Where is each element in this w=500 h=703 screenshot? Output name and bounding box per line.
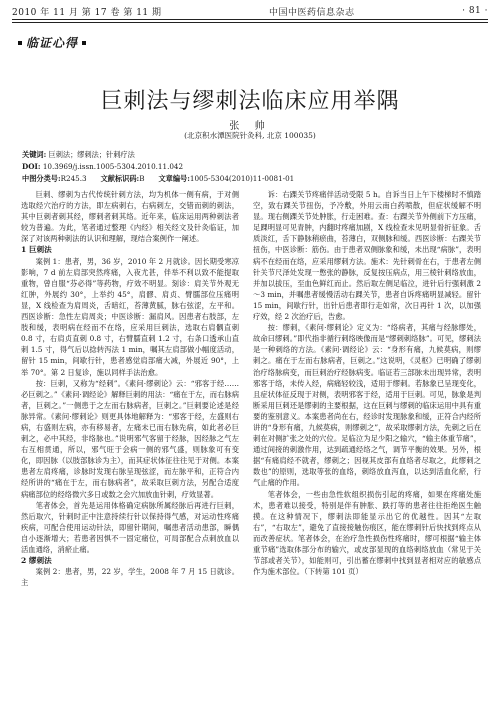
paragraph: 按：缪刺，《素问·缪刺论》定义为：“络病者，其痛与经脉缪处，故命曰缪刺。”即代指非循行刺络映像而是“缪刺刺络脉”。可见，缪刺法是一种刺络的方法。《素问·调经论》云：“身形有痛，九候莫病，则缪刺之。痛在于左而右脉病者，巨刺之。”这说明，《灵枢》已明确了缪刺治疗络脉病变，而巨刺治疗经脉病变。临证若三部脉未出现异常，表明邪客于络，未传入经，病痛轻较浅，适用于缪刺。若脉象已呈现变化，且症状体征反现于对侧，表明邪客于经，适用于巨刺。可见，脉象是判断采用巨刺还是缪刺的主要根据，这在巨刺与缪刺的临床运用中具有重要的鉴别意义。本案患者尚在右，经诊时发现脉象和缓，正符合内经所讲的“身形有痛，九候莫病，则缪刺之”，故采取缪刺方法，先刺之后在刺在对侧扩张之处的穴位。足临泣为足少阳之输穴，“输主体重节痛”，通过间接的刺激作用，达到疏通经络之气，调节平衡的效果。另外，根据“有痛肩经不就者，缪刺之；因视其皮部有血络者尽取之，此缪刺之数也”的原则，选取等张的血络，刺络放血泻血，以达到活血化瘀，行气止痛的作用。	[253, 323, 481, 488]
doi-label: DOI:	[22, 162, 41, 171]
classification-line	[22, 174, 486, 184]
header-rule-thick	[12, 19, 488, 20]
paragraph: 笔者体会，一些由急性软组织损伤引起的疼痛，如果在疼痛处施术，患者难以接受，特别是伴有肿胀、跌打等的患者往往拒绝医生触摸。在这种情况下，缪刺法即能显示出它的优越性。因其“左取右”，“右取左”，避免了直接接触伤痕区，能在缪刺针后快找到疼点从而改善症状。笔者体会，在治疗急性损伤性疼痛时，缪可根据“输主体重节痛”选取体部分布的输穴，或皮部显现的血络刺络放血（常见于关节部或者关节），如能则可，引出蓄在缪刺中找到显者相对应的敏感点作为施术部位。（下转第 101 页）	[253, 489, 481, 577]
section-tag-label: 临证心得	[26, 36, 79, 50]
left-column	[21, 189, 239, 588]
bullet-square-icon	[82, 41, 86, 45]
class-value: R245.3	[60, 174, 87, 183]
page-number: · 81 ·	[462, 6, 488, 16]
article-number: 1005-5304(2010)11-0081-01	[189, 174, 295, 183]
running-header	[12, 4, 488, 18]
keywords-line	[22, 150, 486, 160]
paragraph: 诉：右踝关节疼痛伴活动受限 5 h。自诉当日上午下楼梯时不慎踏空，致右踝关节扭伤，予冷敷，外用云南白药喷散，但症状缓解不明显。现右侧踝关节处肿胀，行走困难。查：右踝关节外侧前下方压痛，足踝明显可见青肿，内翻时疼痛加剧，X 线检查未见明显骨折征象。舌质淡红，舌下静脉稍瘀曲，苔薄白，双侧脉和缓。西医诊断：右踝关节扭伤，中医诊断：筋伤。由于患者双侧脉象和缓，未出现“病脉”，表明病不在经而在络，应采用缪刺方法。施术：先针刺骨在右，于患者左侧针关节尺泽处发现一憋张的静脉，反复按压病点，用三棱针刺络放血，并加以拔压，至血色鲜红而止。然后取左侧足临泣，进针后行强刺激 2～3 min，并嘱患者缓慢活动右踝关节，患者自诉疼痛明显减轻。留针 15 min，间歇行针，出针后患者即行走如常，次日再针 1 次，以加强疗效，经 2 次治疗后，告愈。	[253, 190, 481, 322]
author-name: 张 帅	[229, 121, 271, 132]
article-title: 巨刺法与缪刺法临床应用举隅	[100, 89, 400, 114]
keywords: 巨刺法；缪刺法；针刺疗法	[48, 150, 135, 159]
section-heading: 2 缪刺法	[21, 556, 52, 566]
doi: 10.3969/j.issn.1005-5304.2010.11.042	[42, 162, 184, 171]
paragraph: 按：巨刺，又称为“经刺”。《素问·缪刺论》云：“邪客于经……必巨刺之。”《素问·调经论》解释巨刺的用法：“痛在于左，而右脉病者，巨刺之。”一侧患于之左而右脉病者，巨刺之。”巨刺要论述是经脉异常。《素问·缪刺论》则更具体地解释为：“邪客于经，左盛则右病，右盛则左病，亦有移易者，左痛未已而右脉先病，如此者必巨刺之，必中其经，非络脉也。”说明邪气客留于经脉，因经脉之气左右互相贯通，所以，邪气旺于会病一侧的邪气盛，则脉象可有变化，即因脉（以肢部脉诊为主），而其症状体征往往见于对侧。本案患者左肩疼痛，诊脉时发现右脉呈现弦涩，而左脉平和，正符合内经所讲的“痛在于左，而右脉病者”，故采取巨刺方法，另配合适度病痛部位的经络微穴多日或数之会穴加放血针刺，疗效显著。	[21, 378, 239, 499]
paragraph: 案例 2：患者，男，22 岁，学生，2008 年 7 月 15 日就诊。主	[21, 567, 239, 588]
code-label: 文献标识码:	[100, 174, 140, 183]
class-label: 中图分类号:	[22, 174, 61, 183]
article-number-label: 文章编号:	[158, 174, 190, 183]
bullet-square-icon	[18, 41, 22, 45]
code-value: B	[139, 174, 145, 183]
paragraph: 巨刺、缪刺为古代传统针刺方法，均为机体一侧有病，于对侧选取经穴治疗的方法，即左病刺右，右病刺左，交错而刺的刺法，其中巨刺者刺其经，缪刺者刺其络。近年来，临床运用两种刺法者较为普遍。为此，笔者通过整理《内经》相关经文及针灸临证，加深了对该两种刺法的认识和理解，现结合案例作一阐述。	[21, 190, 239, 244]
section-tag	[18, 34, 86, 51]
issue-info: 2010 年 11 月 第 17 卷 第 11 期	[12, 7, 162, 18]
section-heading: 1 巨刺法	[21, 245, 52, 255]
keywords-label: 关键词:	[22, 150, 47, 159]
paragraph: 笔者体会，首先是运用体格确定病脉所属经脉后再进行巨刺，然后取穴，针刺时正中注意持续行针以保持得气感，对运动性疼痛疾病，可配合使用运动针法，即留针期间，嘱患者活动患部，瞬偶自小逐渐增大；若患者因惧不一固定痛位，可局部配合点刺放血以活血通络，消瘀止痛。	[21, 500, 239, 554]
header-rule-thin	[12, 22, 488, 23]
right-column	[253, 189, 481, 577]
affiliation: (北京积水潭医院针灸科, 北京 100035)	[184, 131, 316, 140]
paragraph: 案例 1：患者，男，36 岁，2010 年 2 月就诊。因长期受寒凉影响，7 d 前左肩部突然疼痛，入夜尤甚，伴举不利以致不能提取重物，曾自服“芬必得”等药物，疗效不明显。刻诊：肩关节外观无红肿，外展约 30°，上举约 45°，肩髎、肩贞、臂臑部位压痛明显，X 线检查为肩周炎，舌暗红，苔薄黄腻，脉右弦涩，左平和。西医诊断：急性左肩周炎；中医诊断：漏肩风。因患者右肢部，左肢和缓，表明病在经而不在络，应采用巨刺法，选取右肩髃直刺 0.8 寸，右肩贞直刺 0.8 寸，右臂臑直刺 1.2 寸，右条口透承山直刺 1.5 寸，得气后以捻转泻法 1 min，嘱其左肩部做小幅度活动，留针 15 min，间歇行针，患者感觉肩部痛大减，外展近 90°，上举 70°。第 2 日复诊，施以同样手法治愈。	[21, 256, 239, 377]
journal-name: 中国中医药信息杂志	[269, 7, 355, 18]
doi-line	[22, 162, 486, 171]
